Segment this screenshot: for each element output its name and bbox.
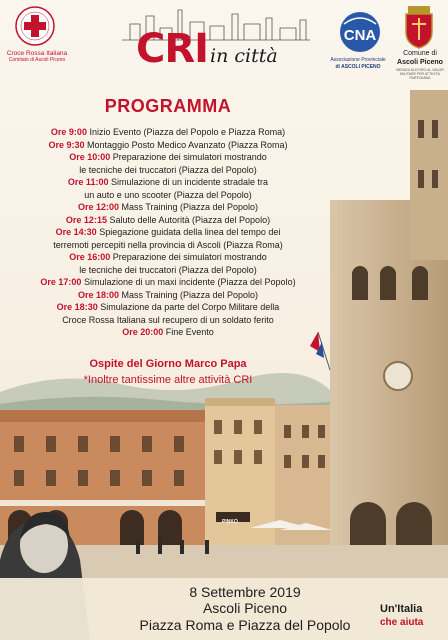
program-item-text: Mass Training (Piazza del Popolo) [121,202,259,212]
program-item-text: Inizio Evento (Piazza del Popolo e Piazza Roma) [89,127,286,137]
program-item [6,164,330,177]
comune-line1: Comune di [403,50,437,57]
more-activities: *Inoltre tantissime altre attività CRI [83,374,253,386]
program-item [6,251,330,264]
program-item-text: Mass Training (Piazza del Popolo) [121,289,259,300]
program-item-text: Spiegazione guidata della linea del tempo dei [99,227,281,237]
program-item-time: Ore 14:30 [55,227,97,237]
program-item [6,314,330,327]
program-item-text: Simulazione da parte del Corpo Militare della [100,302,280,312]
shop-sign: PINKO [222,519,238,525]
program-item [6,139,330,152]
program-item-time: Ore 11:00 [67,177,109,187]
program-item-time: Ore 9:30 [48,139,85,150]
event-date: 8 Settembre 2019 [189,584,301,600]
comune-line2: Ascoli Piceno [397,59,443,66]
event-place: Piazza Roma e Piazza del Popolo [139,617,351,633]
program-item [6,126,330,139]
program-item-time: Ore 20:00 [122,327,164,337]
program-item-time: Ore 9:00 [50,127,87,137]
event-title-script: in città [210,45,278,67]
program-item-text: Croce Rossa Italiana sul recupero di un soldato ferito [62,314,274,325]
program-item-text: un auto e uno scooter (Piazza del Popolo) [84,189,252,200]
cna-logo[interactable] [334,10,386,56]
program-item [6,264,330,277]
program-item [6,239,330,252]
program-item-text: Montaggio Posto Medico Avanzato (Piazza Roma) [87,139,288,150]
program-item [6,176,330,189]
comune-crest-icon[interactable] [400,4,438,50]
program-title: PROGRAMMA [104,96,232,116]
cri-logo-name: Croce Rossa Italiana [6,50,68,57]
program-item [6,326,330,339]
program-item-time: Ore 18:00 [77,289,119,300]
program-item-text: le tecniche dei truccatori (Piazza del Popolo) [79,264,257,275]
program-item-text: Simulazione di un incidente stradale tra [110,177,269,187]
cri-logo-sub: Comitato di Ascoli Piceno [8,57,66,63]
cna-logo-text: CNA [343,27,377,44]
slogan-line1: Un'Italia [380,603,423,615]
program-item-text: le tecniche dei truccatori (Piazza del Popolo) [79,164,257,175]
program-item-text: Preparazione dei simulatori mostrando [112,252,267,262]
program-item-text: Saluto delle Autorità (Piazza del Popolo) [109,214,271,225]
program-item-time: Ore 10:00 [69,152,111,162]
red-cross-icon [15,6,55,46]
program-item-time: Ore 18:30 [56,302,98,312]
program-item-text: Preparazione dei simulatori mostrando [112,152,267,162]
program-item [6,201,330,214]
program-item-time: Ore 17:00 [40,277,82,287]
program-item [6,214,330,227]
program-item-time: Ore 12:00 [77,202,119,212]
event-city: Ascoli Piceno [202,600,288,616]
guest-of-the-day: Ospite del Giorno Marco Papa [89,358,247,370]
comune-line3: MEDAGLIA D'ORO AL VALOR MILITARE PER ATTIVITÀ PARTIGIANA [396,68,444,80]
program-item [6,151,330,164]
cri-logo[interactable] [8,6,66,51]
program-item-text: Simulazione di un maxi incidente (Piazza del Popolo) [83,277,296,287]
event-title-cri: CRI [136,26,209,72]
program-item [6,289,330,302]
program-item [6,301,330,314]
program-item [6,276,330,289]
program-item-text: Fine Evento [165,327,214,337]
program-item-text: terremoti percepiti nella provincia di Ascoli (Piazza Roma) [53,239,283,250]
program-list [6,126,330,339]
cna-sub2: di ASCOLI PICENO [335,64,381,70]
program-item-time: Ore 16:00 [69,252,111,262]
cna-sub1: Associazione Provinciale [330,57,386,63]
program-item [6,189,330,202]
program-item [6,226,330,239]
slogan-line2: che aiuta [380,617,424,628]
program-item-time: Ore 12:15 [65,214,107,225]
event-title [136,26,316,76]
